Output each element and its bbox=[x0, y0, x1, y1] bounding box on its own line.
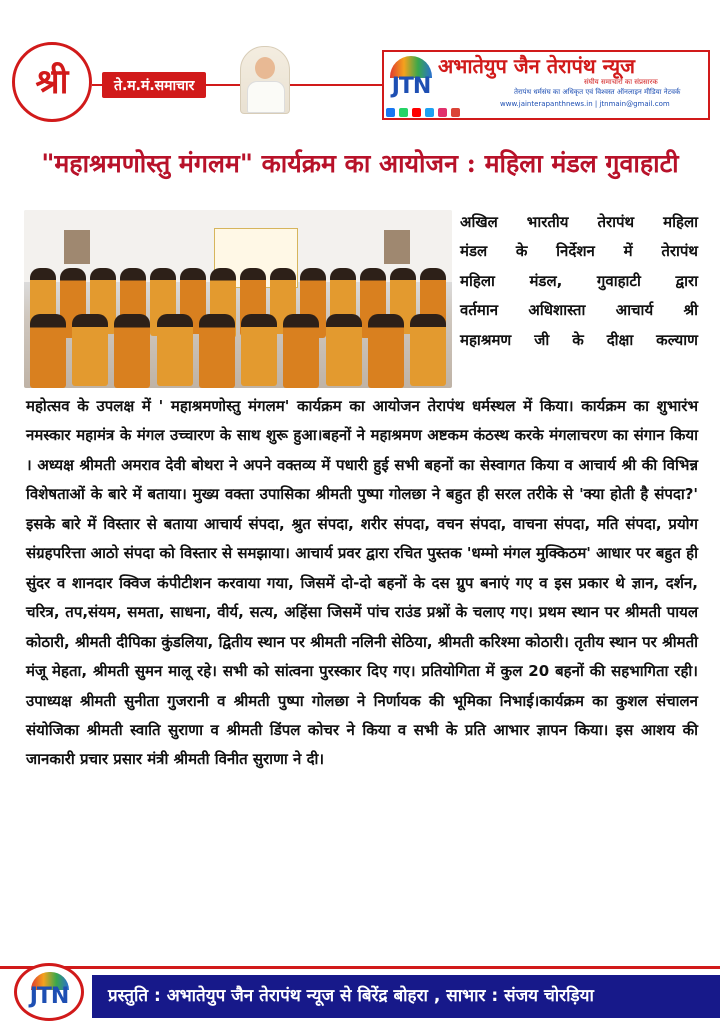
footer bbox=[0, 963, 720, 1018]
article-intro bbox=[460, 208, 698, 355]
youtube-icon[interactable] bbox=[412, 108, 421, 117]
instagram-icon[interactable] bbox=[438, 108, 447, 117]
brand-description: तेरापंथ धर्मसंघ का अधिकृत एवं विश्वस्त ऑनलाइन मीडिया नेटवर्क bbox=[514, 88, 681, 96]
intro-line: महिला मंडल, गुवाहाटी द्वारा bbox=[460, 271, 698, 290]
event-group-photo bbox=[24, 210, 452, 388]
credit-text: प्रस्तुति : अभातेयुप जैन तेरापंथ न्यूज से बिरेंद्र बोहरा , साभार : संजय चोरड़िया bbox=[108, 986, 594, 1006]
intro-line: मंडल के निर्देशन में तेरापंथ bbox=[460, 242, 698, 261]
body-paragraph: महोत्सव के उपलक्ष में ' महाश्रमणोस्तु मंगलम' कार्यक्रम का आयोजन तेरापंथ धर्मस्थल में किया। कार्यक्रम का शुभारंभ नमस्कार महामंत्र के मंगल उच्चारण के साथ शुरू हुआ।बहनों ने महाश्रमण अष्टकम कंठस्थ करके मंगलाचरण का संगान किया । अध्यक्ष श्रीमती अमराव देवी बोथरा ने अपने वक्तव्य में पधारी हुई सभी बहनों का सेस्वागत किया व आचार्य श्री की विभिन्न विशेषताओं के बारे में बताया। मुख्य वक्ता उपासिका श्रीमती पुष्पा गोलछा ने बहुत ही सरल तरीके से 'क्या होती है संपदा?' इसके बारे में विस्तार से बताया आचार्य संपदा, श्रुत संपदा, शरीर संपदा, वचन संपदा, वाचना संपदा, मति संपदा, प्रयोग संग्रहपरित्ता आठो संपदा को विस्तार से समझाया। आचार्य प्रवर द्वारा रचित पुस्तक 'धम्मो मंगल मुक्किठम' आधार पर बहुत ही सुंदर व शानदार क्विज कंपीटीशन करवाया गया, जिसमें दो-दो बहनों के दस ग्रुप बनाएं गए व इस प्रकार थे ज्ञान, दर्शन, चरित्र, तप,संयम, समता, साधना, वीर्य, सत्य, अहिंसा जिसमें पांच राउंड प्रश्नों के चलाए गए। प्रथम स्थान पर श्रीमती पायल कोठारी, श्रीमती दीपिका कुंडलिया, द्वितीय स्थान पर श्रीमती नलिनी सेठिया, श्रीमती करिश्मा कोठारी। तृतीय स्थान पर श्रीमती मंजू मेहता, श्रीमती सुमन मालू रहे। सभी को सांत्वना पुरस्कार दिए गए। प्रतियोगिता में कुल 20 बहनों की सहभागिता रही।उपाध्यक्ष श्रीमती सुनीता गुजरानी व श्रीमती पुष्पा गोलछा ने निर्णायक की भूमिका निभाई।कार्यक्रम का कुशल संचालन संयोजिका श्रीमती स्वाति सुराणा व श्रीमती डिंपल कोचर ने किया व सभी के प्रति आभार ज्ञापन किया। इस आशय की जानकारी प्रचार प्रसार मंत्री श्रीमती विनीत सुराणा ने दी। bbox=[26, 397, 698, 769]
brand-contact[interactable]: www.jainterapanthnews.in | jtnmain@gmail.com bbox=[500, 100, 670, 108]
acharya-portrait bbox=[240, 46, 290, 114]
photo-window bbox=[384, 230, 410, 264]
twitter-icon[interactable] bbox=[425, 108, 434, 117]
header bbox=[10, 40, 710, 122]
intro-line: अखिल भारतीय तेरापंथ महिला bbox=[460, 213, 698, 231]
brand-tagline: संघीय समाचारों का संप्रसारक bbox=[584, 78, 658, 86]
tmm-logo bbox=[12, 42, 92, 122]
logo-glyph: श्री bbox=[35, 62, 69, 102]
google-icon[interactable] bbox=[451, 108, 460, 117]
whatsapp-icon[interactable] bbox=[399, 108, 408, 117]
social-icons bbox=[386, 108, 460, 117]
intro-line: महाश्रमण जी के दीक्षा कल्याण bbox=[460, 330, 698, 349]
footer-jtn-logo bbox=[14, 963, 84, 1021]
intro-line: वर्तमान अधिशास्ता आचार्य श्री bbox=[460, 301, 698, 320]
article-headline: "महाश्रमणोस्तु मंगलम" कार्यक्रम का आयोजन : महिला मंडल गुवाहाटी bbox=[41, 149, 679, 178]
article-body bbox=[26, 392, 698, 775]
jtn-brand-box bbox=[382, 50, 710, 120]
photo-window bbox=[64, 230, 90, 264]
footer-logo-text: JTN bbox=[29, 984, 69, 1009]
jtn-logo bbox=[386, 56, 436, 106]
photo-front-row bbox=[30, 314, 446, 388]
portrait-face bbox=[255, 57, 275, 79]
portrait-robe bbox=[247, 81, 285, 113]
section-tag: ते.म.मं.समाचार bbox=[102, 72, 206, 98]
jtn-logo-text: JTN bbox=[391, 74, 431, 99]
facebook-icon[interactable] bbox=[386, 108, 395, 117]
footer-divider bbox=[0, 966, 720, 969]
brand-title: अभातेयुप जैन तेरापंथ न्यूज bbox=[438, 54, 635, 78]
